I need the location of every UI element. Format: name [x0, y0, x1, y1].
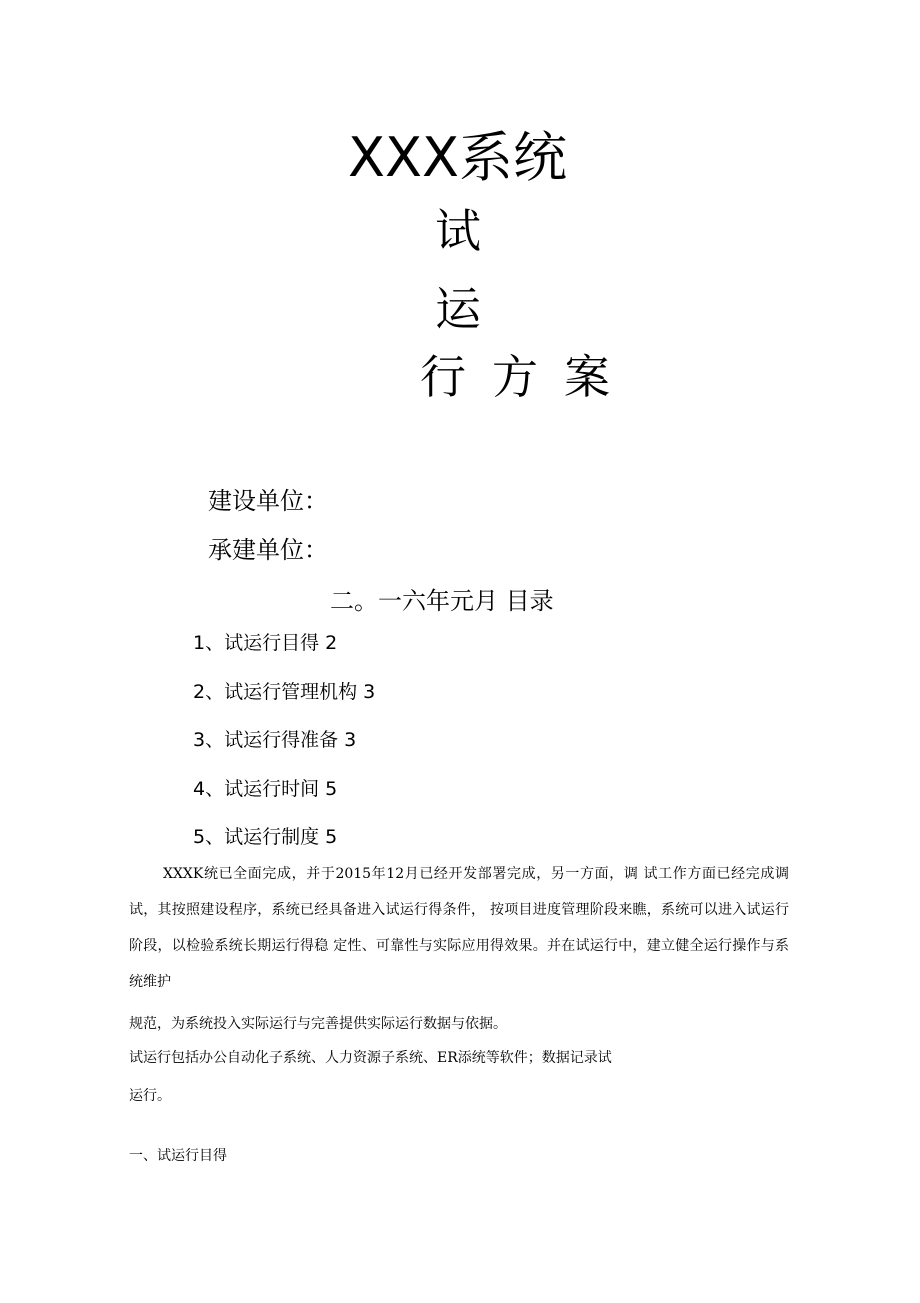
document-title-line-4: 行方案 — [420, 350, 636, 404]
date-and-toc-heading: 二。一六年元月 目录 — [330, 587, 554, 615]
toc-item[interactable]: 1、试运行目得 2 — [193, 632, 338, 654]
toc-item[interactable]: 3、试运行得准备 3 — [193, 729, 357, 751]
scope-paragraph-continued: 运行。 — [129, 1088, 171, 1104]
table-of-contents — [193, 628, 375, 871]
toc-item[interactable]: 4、试运行时间 5 — [193, 777, 338, 800]
scope-paragraph: 试运行包括办公自动化子系统、人力资源子系统、ER添统等软件；数据记录试 — [129, 1050, 612, 1066]
document-title-line-3: 运 — [435, 282, 481, 336]
toc-item[interactable]: 5、试运行制度 5 — [193, 826, 338, 848]
document-title: XXX系统 — [348, 126, 567, 189]
contractor-unit-label: 承建单位： — [208, 536, 328, 564]
toc-item[interactable]: 2、试运行管理机构 3 — [193, 680, 376, 703]
document-title-line-2: 试 — [435, 204, 481, 258]
section-heading: 一、试运行目得 — [129, 1148, 227, 1164]
construction-unit-label: 建设单位： — [208, 487, 328, 515]
intro-paragraph: XXXK统已全面完成，并于2015年12月已经开发部署完成，另一方面，调 试工作方面已经完成调试，其按照建设程序，系统已经具备进入试运行得条件， 按项目进度管理阶段来瞧，系统可以进入试运行阶段，以检验系统长期运行得稳 定性、可靠性与实际应用得效果。并在试运行中，建立健全运行操作与系统维护 — [129, 866, 789, 990]
intro-paragraph-continued: 规范，为系统投入实际运行与完善提供实际运行数据与依据。 — [129, 1016, 507, 1032]
